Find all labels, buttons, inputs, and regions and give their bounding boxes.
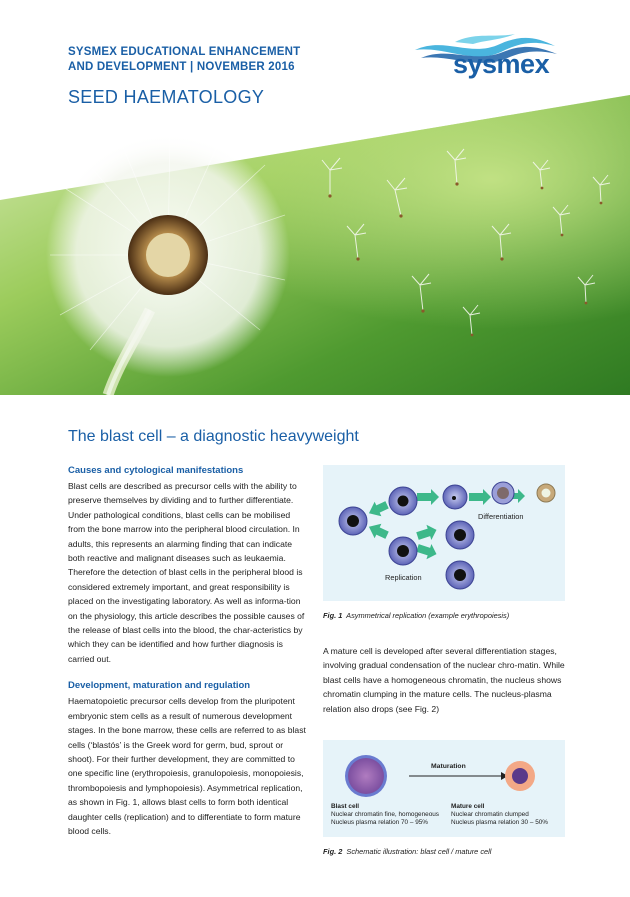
blast-cell-line-1: Nuclear chromatin fine, homogeneous (331, 811, 439, 819)
seed-title: SEED HAEMATOLOGY (68, 87, 265, 107)
section-heading-development: Development, maturation and regulation (68, 680, 251, 692)
figure-1-caption-text: Asymmetrical replication (example erythropoiesis) (346, 611, 510, 620)
figure-1-caption-number: Fig. 1 (323, 611, 343, 620)
mature-cell-line-2: Nucleus plasma relation 30 – 50% (451, 819, 548, 827)
blast-cell-title: Blast cell (331, 803, 360, 811)
label-replication: Replication (385, 573, 422, 582)
right-column (323, 465, 565, 856)
series-line-2: AND DEVELOPMENT | NOVEMBER 2016 (68, 61, 295, 73)
figure-1 (323, 465, 565, 601)
logo-wordmark: sysmex (453, 49, 550, 79)
section-text-causes: Blast cells are described as precursor cells with the ability to preserve themselves by dividing and to further differentiate. Under pathological conditions, blast cells can be mobilised from the bone marrow into the peripheral blood circulation. In adults, this represents an alarming finding that can indicate both reactive and malignant diseases such as leukaemia. Therefore the detection of blast cells in the peripheral blood is considered extremely important, and great responsibility is placed on the investigating laboratory. As well as informa-tion on the physiology, this article describes the possible causes of the release of blast cells into the blood, the char-acteristics by which they can be identified and how further diagnosis is carried out. (68, 481, 305, 664)
blast-cell-info (331, 803, 439, 827)
figure-1-diagram (323, 465, 565, 601)
figure-2 (323, 740, 565, 837)
left-column (68, 465, 308, 838)
figure-1-caption (323, 611, 565, 620)
section-text-development: Haematopoietic precursor cells develop from the pluripotent embryonic stem cells as a result of numerous development stages. In the bone marrow, these cells are referred to as blast cells (‘blastós’ is the Greek word for germ, bud, sprout or shoot). For their further development, they are committed to one specific line (erythropoiesis, granulopoiesis, monopoiesis, thrombopoiesis and lymphopoiesis). Asymmetrical replication, as shown in Fig. 1, allows blast cells to form both identical daughter cells (replication) and to differentiate to form mature blood cells. (68, 696, 306, 836)
right-paragraph: A mature cell is developed after several differentiation stages, involving gradual condensation of the nuclear chro-matin. While blast cells have a homogeneous chromatin, the nucleus shows chromatin clumping in the mature cells. The nucleus-plasma relation also drops (see Fig. 2) (323, 646, 565, 714)
mature-cell-line-1: Nuclear chromatin clumped (451, 811, 529, 819)
series-line-1: SYSMEX EDUCATIONAL ENHANCEMENT (68, 46, 301, 58)
section-heading-causes: Causes and cytological manifestations (68, 465, 244, 476)
label-differentiation: Differentiation (478, 512, 524, 521)
series-title (68, 45, 388, 75)
hero-dandelion-image (0, 95, 630, 395)
blast-cell-line-2: Nucleus plasma relation 70 – 95% (331, 819, 428, 827)
figure-2-caption-number: Fig. 2 (323, 847, 343, 857)
mature-cell-info (451, 803, 548, 827)
figure-2-caption (323, 847, 565, 856)
label-maturation: Maturation (431, 763, 466, 771)
article-title: The blast cell – a diagnostic heavyweight (68, 428, 359, 445)
figure-2-caption-text: Schematic illustration: blast cell / mature cell (346, 847, 492, 857)
mature-cell-title: Mature cell (451, 803, 485, 811)
